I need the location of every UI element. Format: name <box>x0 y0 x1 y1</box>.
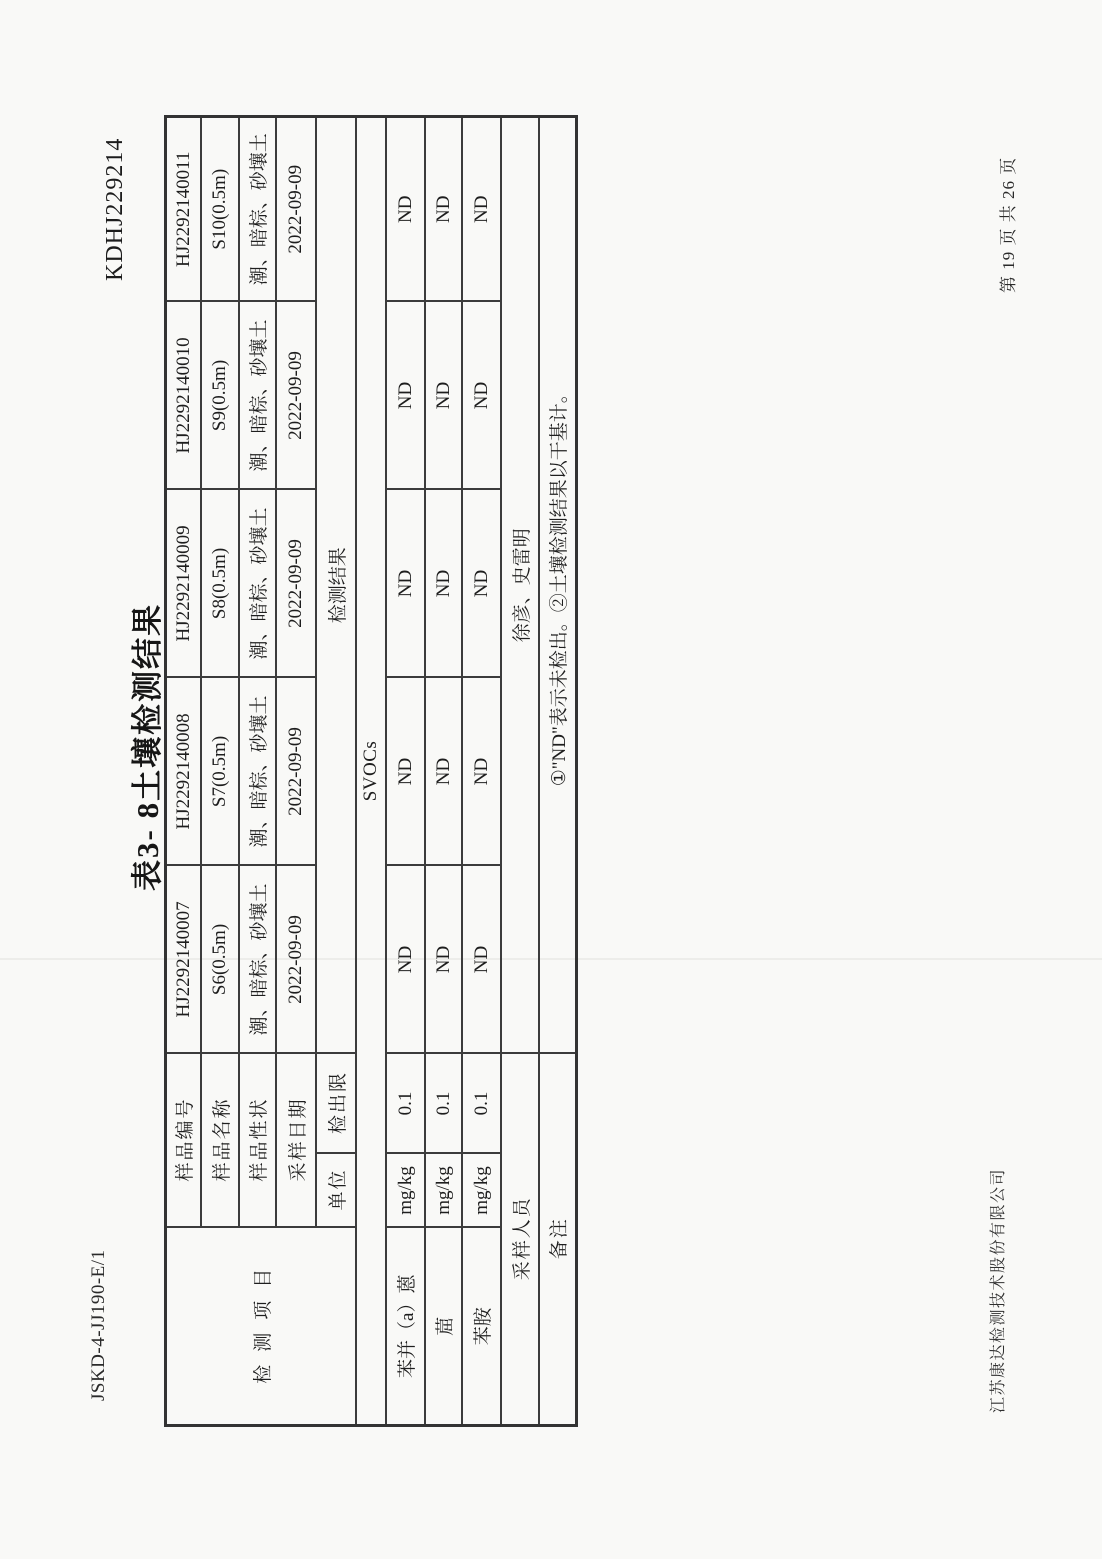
result-cell: ND <box>386 301 425 489</box>
sampling-date-cell-5: 2022-09-09 <box>276 116 316 301</box>
sample-property-cell-3: 潮、暗棕、砂壤土 <box>239 489 276 677</box>
table-row-remark <box>539 116 577 1425</box>
sample-property-cell-4: 潮、暗棕、砂壤土 <box>239 301 276 489</box>
table-row-analyte-3 <box>462 116 501 1425</box>
sample-no-label: 样品编号 <box>166 1053 202 1227</box>
result-cell: ND <box>425 116 462 301</box>
result-cell: ND <box>425 865 462 1053</box>
result-cell: ND <box>462 301 501 489</box>
result-cell: ND <box>386 865 425 1053</box>
table-row-analyte-2 <box>425 116 462 1425</box>
analyte-unit-cell: mg/kg <box>425 1154 462 1228</box>
unit-label: 单位 <box>316 1154 356 1228</box>
result-cell: ND <box>386 116 425 301</box>
sample-property-cell-2: 潮、暗棕、砂壤土 <box>239 677 276 865</box>
sample-property-cell-5: 潮、暗棕、砂壤土 <box>239 116 276 301</box>
footer-company-name: 江苏康达检测技术股份有限公司 <box>990 1167 1007 1413</box>
sample-name-cell-5: S10(0.5m) <box>201 116 239 301</box>
result-cell: ND <box>462 865 501 1053</box>
result-cell: ND <box>462 677 501 865</box>
sample-no-cell-2: HJ2292140008 <box>166 677 202 865</box>
sampling-date-cell-2: 2022-09-09 <box>276 677 316 865</box>
sample-name-cell-3: S8(0.5m) <box>201 489 239 677</box>
sampler-value: 徐彦、史雷明 <box>501 116 539 1053</box>
sample-no-cell-5: HJ2292140011 <box>166 116 202 301</box>
remark-label: 备注 <box>539 1053 577 1425</box>
remark-value: ①"ND"表示未检出。②土壤检测结果以干基计。 <box>539 116 577 1053</box>
sample-name-label: 样品名称 <box>201 1053 239 1227</box>
sample-name-cell-4: S9(0.5m) <box>201 301 239 489</box>
analyte-group-header: SVOCs <box>356 116 386 1425</box>
sampling-date-cell-1: 2022-09-09 <box>276 865 316 1053</box>
result-cell: ND <box>425 489 462 677</box>
result-cell: ND <box>386 489 425 677</box>
sample-property-cell-1: 潮、暗棕、砂壤土 <box>239 865 276 1053</box>
result-cell: ND <box>386 677 425 865</box>
test-items-corner-cell: 检测项目 <box>166 1228 357 1426</box>
analyte-name-cell: 䓛 <box>425 1228 462 1426</box>
form-code: JSKD-4-JJ190-E/1 <box>88 1249 109 1401</box>
result-cell: ND <box>425 677 462 865</box>
table-row-sampler <box>501 116 539 1425</box>
sample-property-label: 样品性状 <box>239 1053 276 1227</box>
detection-limit-label: 检出限 <box>316 1053 356 1153</box>
analyte-limit-cell: 0.1 <box>462 1053 501 1153</box>
table-row-group-svocs <box>356 116 386 1425</box>
analyte-unit-cell: mg/kg <box>462 1154 501 1228</box>
sample-name-cell-1: S6(0.5m) <box>201 865 239 1053</box>
sampling-date-cell-3: 2022-09-09 <box>276 489 316 677</box>
table-row-analyte-1 <box>386 116 425 1425</box>
sample-name-cell-2: S7(0.5m) <box>201 677 239 865</box>
analyte-name-cell: 苯并（a）蒽 <box>386 1228 425 1426</box>
table-row-sample-no <box>166 116 202 1425</box>
analyte-name-cell: 苯胺 <box>462 1228 501 1426</box>
result-cell: ND <box>425 301 462 489</box>
footer-page-number: 第 19 页 共 26 页 <box>999 156 1018 293</box>
sampler-label: 采样人员 <box>501 1053 539 1425</box>
sample-no-cell-3: HJ2292140009 <box>166 489 202 677</box>
result-cell: ND <box>462 116 501 301</box>
result-header: 检测结果 <box>316 116 356 1053</box>
sample-no-cell-4: HJ2292140010 <box>166 301 202 489</box>
sampling-date-cell-4: 2022-09-09 <box>276 301 316 489</box>
sampling-date-label: 采样日期 <box>276 1053 316 1227</box>
results-table <box>164 115 578 1427</box>
analyte-limit-cell: 0.1 <box>386 1053 425 1153</box>
sample-no-cell-1: HJ2292140007 <box>166 865 202 1053</box>
report-number: KDHJ229214 <box>102 137 128 281</box>
page-title: 表3- 8土壤检测结果 <box>130 602 165 891</box>
result-cell: ND <box>462 489 501 677</box>
analyte-unit-cell: mg/kg <box>386 1154 425 1228</box>
analyte-limit-cell: 0.1 <box>425 1053 462 1153</box>
